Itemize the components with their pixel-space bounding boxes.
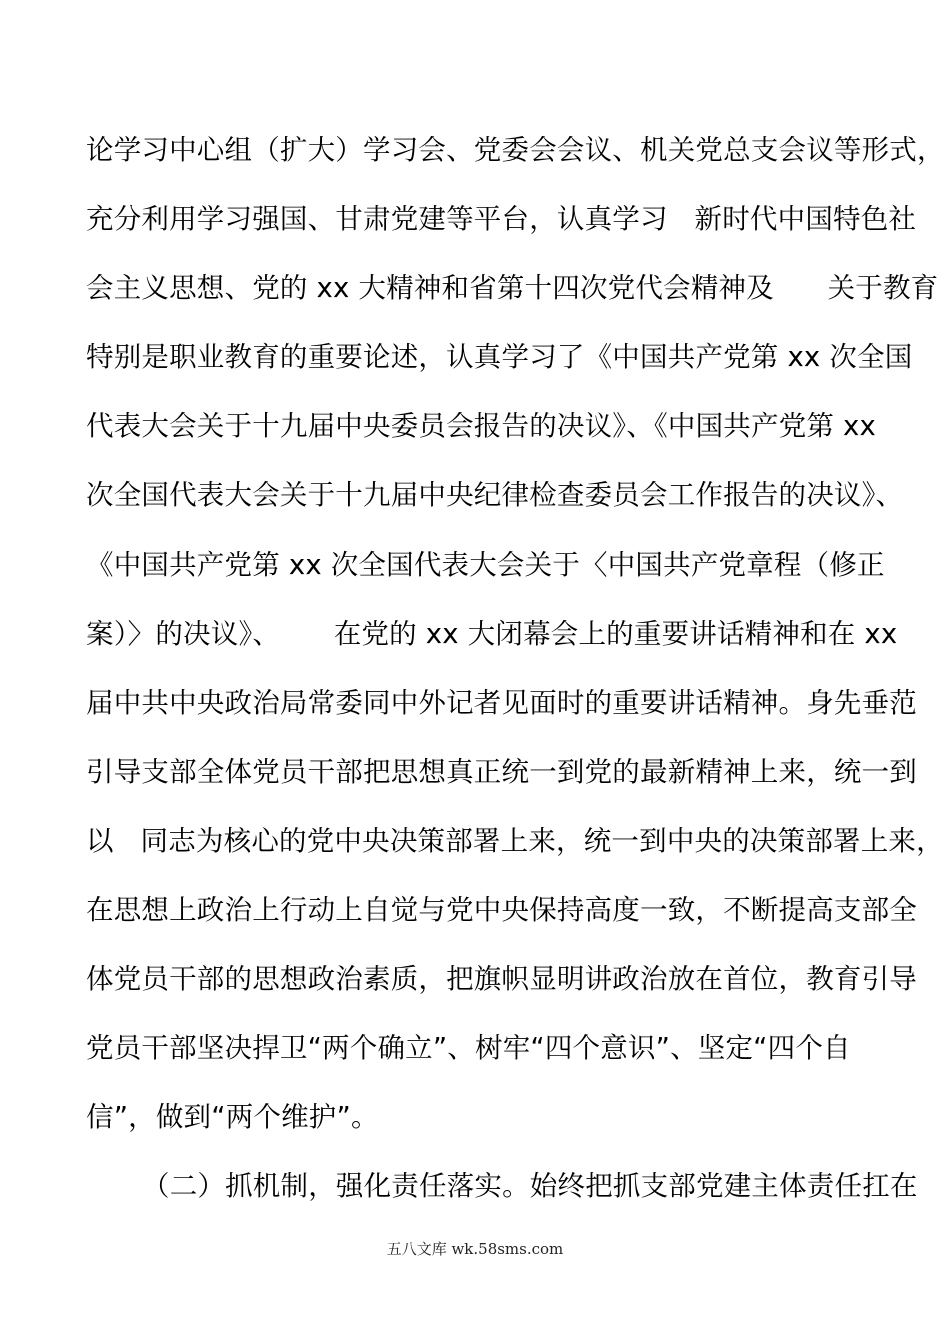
- text-line: 案）〉的决议》、 在党的 xx 大闭幕会上的重要讲话精神和在 xx: [86, 617, 898, 650]
- body-text: [86, 128, 945, 1234]
- text-line: 代表大会关于十九届中央委员会报告的决议》、《中国共产党第 xx: [86, 410, 876, 443]
- text-line: 特别是职业教育的重要论述，认真学习了《中国共产党第 xx 次全国: [86, 341, 913, 374]
- text-line: 届中共中央政治局常委同中外记者见面时的重要讲话精神。身先垂范: [86, 686, 917, 719]
- text-line: 次全国代表大会关于十九届中央纪律检查委员会工作报告的决议》、: [86, 479, 904, 512]
- text-line: 会主义思想、党的 xx 大精神和省第十四次党代会精神及 关于教育: [86, 272, 939, 305]
- text-line: 在思想上政治上行动上自觉与党中央保持高度一致，不断提高支部全: [86, 894, 917, 927]
- text-line: 引导支部全体党员干部把思想真正统一到党的最新精神上来，统一到: [86, 755, 917, 788]
- footer-watermark: 五八文库 wk.58sms.com: [386, 1240, 564, 1258]
- section-heading-line: （二）抓机制，强化责任落实。始终把抓支部党建主体责任扛在: [142, 1170, 918, 1203]
- text-line: 论学习中心组（扩大）学习会、党委会会议、机关党总支会议等形式，: [86, 134, 945, 166]
- text-line: 党员干部坚决捍卫“两个确立”、树牢“四个意识”、坚定“四个自: [86, 1032, 851, 1065]
- text-line: 体党员干部的思想政治素质，把旗帜显明讲政治放在首位，教育引导: [86, 963, 917, 996]
- text-line: 信”，做到“两个维护”。: [86, 1101, 379, 1134]
- text-line: 《中国共产党第 xx 次全国代表大会关于〈中国共产党章程（修正: [86, 548, 885, 581]
- text-line: 以 同志为核心的党中央决策部署上来，统一到中央的决策部署上来，: [86, 824, 944, 857]
- text-line: 充分利用学习强国、甘肃党建等平台，认真学习 新时代中国特色社: [86, 203, 917, 236]
